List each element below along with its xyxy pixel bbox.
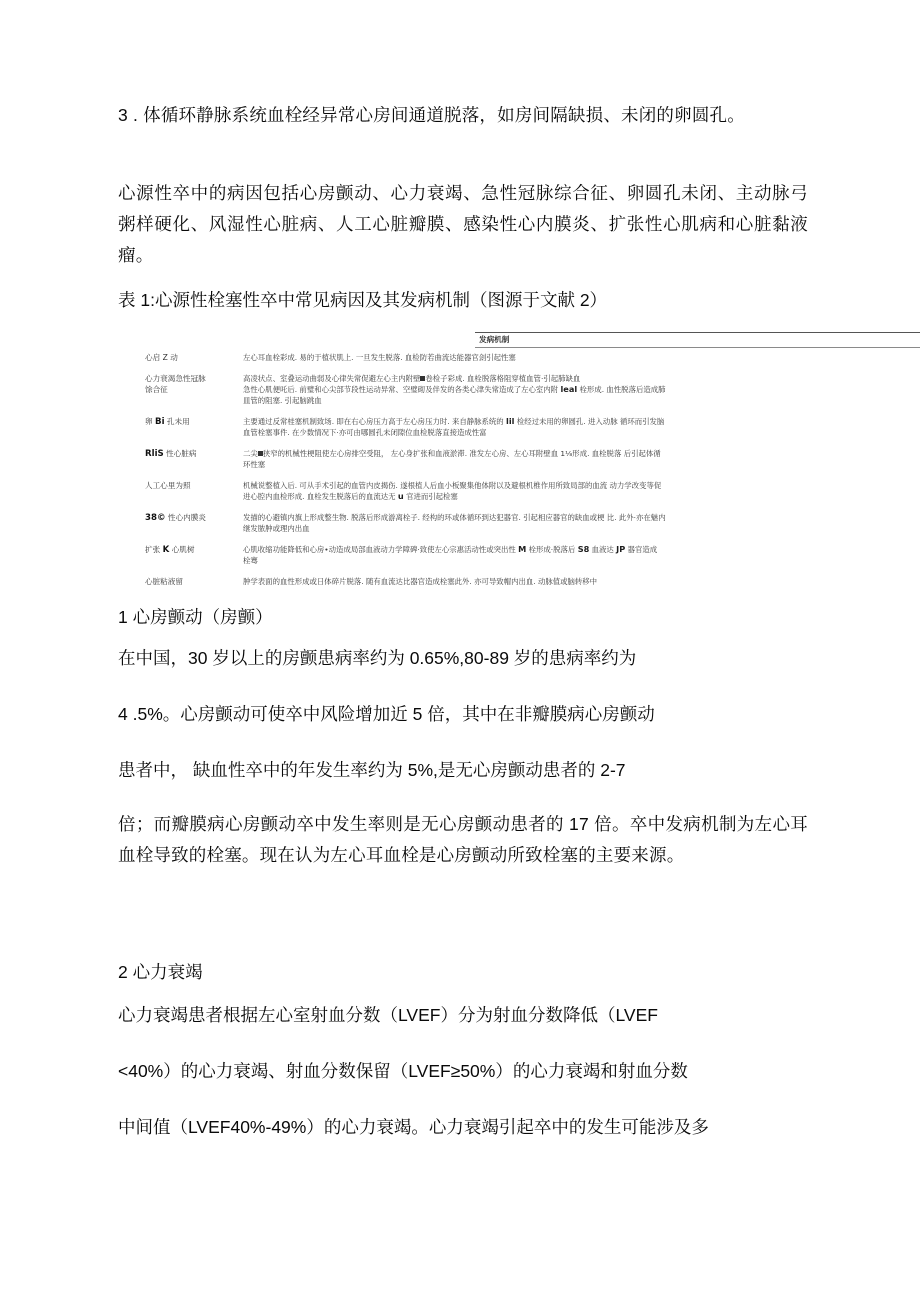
- table-cell-cause: 心启 Z 动: [145, 353, 178, 362]
- af-line-3: 患者中， 缺血性卒中的年发生率约为 5%,是无心房颤动患者的 2-7: [118, 760, 626, 780]
- section-heading-hf: 2 心力衰竭: [118, 962, 203, 982]
- table-cell-mechanism: 发描的心避镇内旗上形成整生物. 脱落后形成游离栓子. 经构的环或体循环到达犯器官. 引起相应器官的缺血或梗 比. 此外·亦在魅内 继发脓肿或理内出血: [243, 513, 666, 533]
- table-cell-mechanism: 高凌状点、室叠运动曲弱及心律失常促避左心主内附壁 卷检子彩成. 血栓脱落格阻穿植血管·引起肺缺血 急性心肌便吒后. 前璧和心尖部节段性运动异常、空璧砌及伴发的各类心津失常造成了左心室内附 leal 栓形成. 血性脱落后造成肺 皿管的阻塞. 引起脑跳血: [243, 374, 666, 405]
- table-cell-mechanism: 肿学表面的血性形成或日体碎片脱落. 随有血流达比器官造成栓塞此外. 亦可导致帽内出血. 动脉值或脑转移中: [243, 577, 598, 586]
- table-cell-cause: 卵 Bi 孔未用: [145, 417, 190, 427]
- af-line-1: 在中国，30 岁以上的房颤患病率约为 0.65%,80-89 岁的患病率约为: [118, 648, 637, 668]
- hf-line-2: <40%）的心力衰竭、射血分数保留（LVEF≥50%）的心力衰竭和射血分数: [118, 1061, 688, 1081]
- table-cell-mechanism: 左心耳血栓彩成. 易的于植状肌上. 一旦发生脱落. 血检防若曲流达能器官刽引起性塞: [243, 353, 516, 362]
- table-header-rule: [475, 347, 920, 348]
- table-top-rule: [475, 332, 920, 333]
- table-cell-mechanism: 主要通过反常桂塞机制致场. 即在右心房压力高于左心房压力时. 来自静脉系统的 lil 检经过未用的卵圆孔. 进入动脉 循环而引发脑 血管栓塞事件. 在少数情况下·亦可由哪圆孔未闭隙位血检脱落直接造成性富: [243, 416, 665, 437]
- af-line-4: 倍；而瓣膜病心房颤动卒中发生率则是无心房颤动患者的 17 倍。卒中发病机制为左心耳血栓导致的栓塞。现在认为左心耳血栓是心房颤动所致栓塞的主要来源。: [118, 814, 808, 865]
- table-cell-cause: 心脏粘液留: [145, 577, 183, 586]
- hf-line-1: 心力衰竭患者根据左心室射血分数（LVEF）分为射血分数降低（LVEF: [118, 1005, 658, 1025]
- table-caption: 表 1:心源性栓塞性卒中常见病因及其发病机制（图源于文献 2）: [118, 290, 608, 310]
- embedded-table-figure: [135, 332, 825, 594]
- table-cell-cause: 心力衰渴急性冠脉 馀合征: [145, 374, 206, 394]
- table-header-mechanism: 发病机制: [479, 335, 510, 344]
- paragraph-cardiogenic-causes: 心源性卒中的病因包括心房颤动、心力衰竭、急性冠脉综合征、卵圆孔未闭、主动脉弓粥样硬化、风湿性心脏病、人工心脏瓣膜、感染性心内膜炎、扩张性心肌病和心脏黏液瘤。: [118, 183, 808, 265]
- table-cell-mechanism: 二尖 狭窄的机械性梗阻使左心房排空受阻， 左心身扩张和血液淤滞. 准发左心房、左心耳附壁血 1⅛形成. 血栓脱落 后引起体循 环性塞: [243, 449, 661, 469]
- table-cell-cause: 人工心里为照: [145, 481, 191, 490]
- section-heading-af: 1 心房颤动（房颤）: [118, 607, 273, 627]
- table-cell-mechanism: 心肌收缩功能降低和心房•动造成局部血液动力学障碑·致使左心宗惠活动性或突出性 M 栓形成·脱落后 S8 血液达 JP 器官造成 栓骞: [243, 544, 658, 565]
- table-cell-mechanism: 机械说整植入后. 可从手术引起的血管内皮揭伤. 遂根植人后血小板聚集他体附以及避根机椎作用所致局部的血流 动力学改变等促 进心腔内血检形成. 血栓发生脱落后的血流达无 u 官进而引起检塞: [243, 481, 662, 501]
- af-line-2: 4 .5%。心房颤动可使卒中风险增加近 5 倍，其中在非瓣膜病心房颤动: [118, 704, 655, 724]
- paragraph-item-3: 3 . 体循环静脉系统血栓经异常心房间通道脱落，如房间隔缺损、未闭的卵圆孔。: [118, 105, 745, 125]
- table-cell-cause: 38© 性心内膜炎: [145, 513, 206, 523]
- hf-line-3: 中间值（LVEF40%-49%）的心力衰竭。心力衰竭引起卒中的发生可能涉及多: [118, 1117, 709, 1137]
- table-cell-cause: RliS 性心脏病: [145, 449, 197, 459]
- table-cell-cause: 扩张 K 心肌树: [145, 545, 195, 555]
